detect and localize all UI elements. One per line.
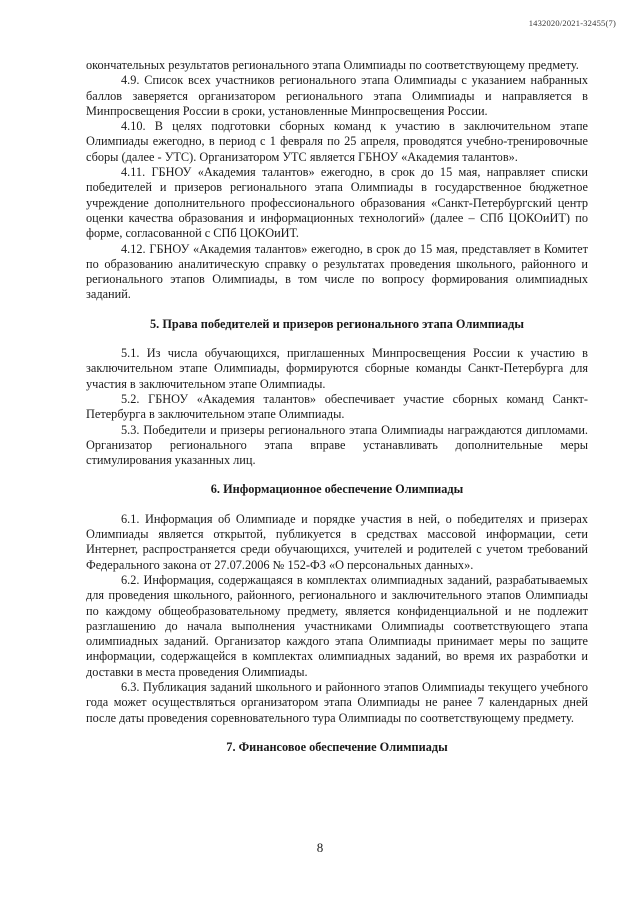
section-6-heading: 6. Информационное обеспечение Олимпиады [210, 482, 464, 497]
section-7-heading: 7. Финансовое обеспечение Олимпиады [226, 739, 448, 754]
paragraph-5-3: 5.3. Победители и призеры регионального этапа Олимпиады награждаются дипломами. Организатор регионального этапа вправе устанавливать дополнительные меры стимулирования указанных лиц. [86, 422, 588, 468]
paragraph-4-9: 4.9. Список всех участников регионального этапа Олимпиады с указанием набранных баллов заверяется организатором регионального этапа Олимпиады и направляется в Минпросвещения России в сроки, установленные Минпросвещения России. [86, 73, 588, 118]
section-5-heading: 5. Права победителей и призеров регионального этапа Олимпиады [150, 316, 524, 331]
paragraph-6-2: 6.2. Информация, содержащаяся в комплектах олимпиадных заданий, разрабатываемых для проведения школьного, районного, регионального и заключительного этапов Олимпиады по каждому общеобразовательному предмету, является конфиденциальной и не подлежит разглашению до начала выполнения участниками Олимпиады соответствующего этапа олимпиадных заданий. Организатор каждого этапа Олимпиады принимает меры по защите информации, содержащейся в комплектах олимпиадных заданий, во время их разработки и доставки в места проведения Олимпиады. [86, 572, 588, 679]
paragraph-4-12: 4.12. ГБНОУ «Академия талантов» ежегодно, в срок до 15 мая, представляет в Комитет по образованию аналитическую справку о результатах проведения школьного, районного и регионального этапов Олимпиады, в том числе по вопросу формирования олимпиадных заданий. [86, 241, 588, 302]
page-number: 8 [316, 840, 324, 855]
paragraph-4-8-end: окончательных результатов регионального этапа Олимпиады по соответствующему предмету. [86, 58, 579, 72]
paragraph-5-1: 5.1. Из числа обучающихся, приглашенных Минпросвещения России к участию в заключительном этапе Олимпиады, формируются сборные команды Санкт-Петербурга для участия в заключительном этапе Олимпиады. [86, 346, 588, 391]
paragraph-4-10: 4.10. В целях подготовки сборных команд к участию в заключительном этапе Олимпиады ежегодно, в период с 1 февраля по 25 апреля, проводятся учебно-тренировочные сборы (далее - УТС). Организатором УТС является ГБНОУ «Академия талантов». [86, 119, 588, 164]
paragraph-6-1: 6.1. Информация об Олимпиаде и порядке участия в ней, о победителях и призерах Олимпиады является открытой, публикуется в средствах массовой информации, сети Интернет, распространяется среди обучающихся, учителей и родителей с учетом требований Федерального закона от 27.07.2006 № 152-ФЗ «О персональных данных». [86, 511, 588, 572]
paragraph-6-3: 6.3. Публикация заданий школьного и районного этапов Олимпиады текущего учебного года может осуществляться организатором этапа Олимпиады не ранее 7 календарных дней после даты проведения соревновательного тура Олимпиады по соответствующему предмету. [86, 679, 588, 725]
document-number: 1432020/2021-32455(7) [528, 18, 616, 28]
paragraph-4-11: 4.11. ГБНОУ «Академия талантов» ежегодно, в срок до 15 мая, направляет списки победителей и призеров регионального этапа Олимпиады в государственное бюджетное учреждение дополнительного профессионального образования «Санкт-Петербургский центр оценки качества образования и информационных технологий» (далее – СПб ЦОКОиИТ) по форме, согласованной с СПб ЦОКОиИТ. [86, 165, 588, 241]
document-body [86, 58, 588, 769]
paragraph-5-2: 5.2. ГБНОУ «Академия талантов» обеспечивает участие сборных команд Санкт-Петербурга в заключительном этапе Олимпиады. [86, 391, 588, 422]
